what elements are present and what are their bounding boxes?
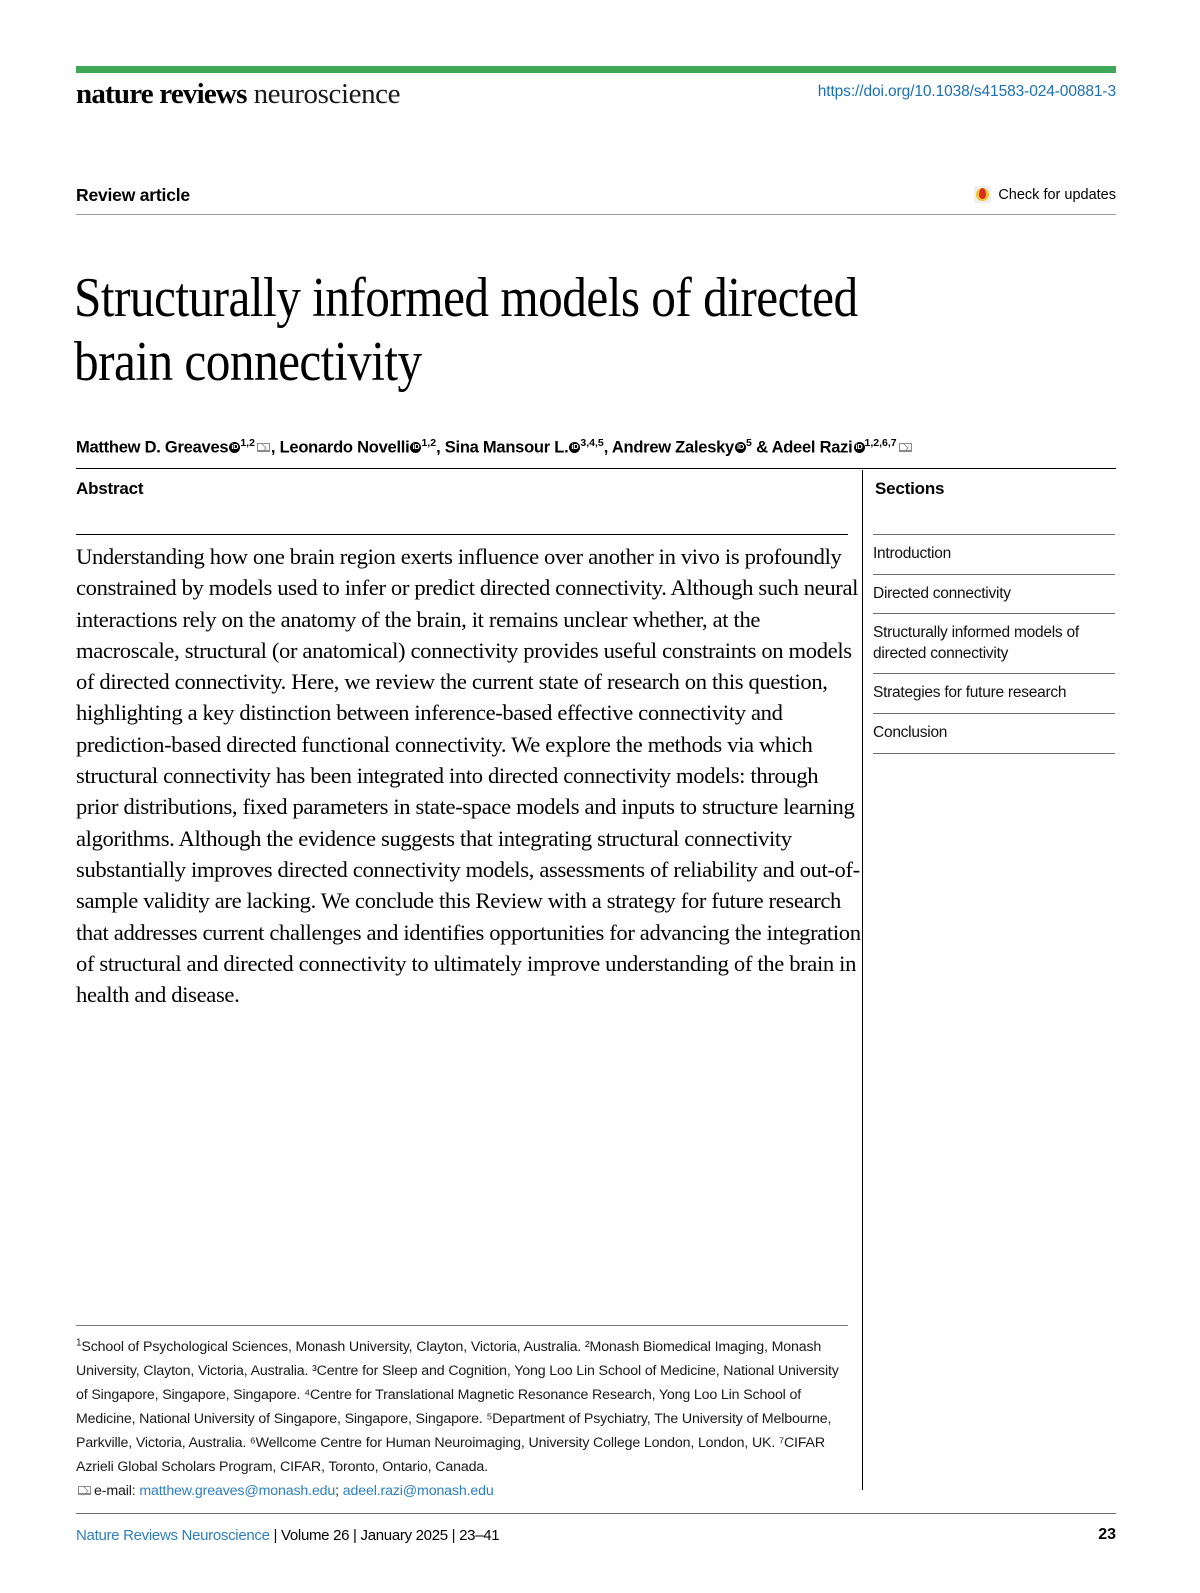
section-link-3[interactable]: Structurally informed models of directed connectivity [873, 613, 1115, 673]
affiliations-divider [76, 1325, 848, 1326]
page-title: Structurally informed models of directed brain connectivity [74, 266, 858, 394]
section-link-5[interactable]: Conclusion [873, 713, 1115, 754]
doi-link[interactable]: https://doi.org/10.1038/s41583-024-00881-3 [817, 83, 1116, 100]
author-affiliation-marker: 1,2,6,7 [864, 437, 897, 449]
author-name: Andrew Zalesky [611, 438, 734, 457]
page-number: 23 [1098, 1526, 1116, 1543]
author-affiliation-marker: 5 [745, 437, 752, 449]
envelope-icon[interactable] [899, 443, 912, 452]
brand-accent-bar [76, 66, 1116, 73]
email-link-1[interactable]: matthew.greaves@monash.edu [139, 1482, 336, 1499]
email-separator: ; [335, 1482, 343, 1499]
author-affiliation-marker: 1,2 [421, 437, 437, 449]
sections-list [873, 534, 1115, 754]
orcid-icon[interactable] [410, 442, 421, 453]
author-name: Matthew D. Greaves [76, 438, 229, 457]
envelope-icon [78, 1486, 91, 1495]
author-list [76, 437, 1076, 458]
author-name: Leonardo Novelli [279, 438, 410, 457]
email-link-2[interactable]: adeel.razi@monash.edu [342, 1482, 494, 1499]
section-link-4[interactable]: Strategies for future research [873, 673, 1115, 713]
section-link-1[interactable]: Introduction [873, 534, 1115, 574]
author-separator: , [270, 438, 280, 457]
footer-citation [76, 1527, 499, 1544]
check-for-updates-label: Check for updates [998, 186, 1116, 203]
author-affiliation-marker: 3,4,5 [580, 437, 604, 449]
article-type-label: Review article [76, 185, 190, 205]
check-for-updates-badge[interactable] [974, 186, 1116, 203]
abstract-heading: Abstract [76, 479, 144, 498]
footer-divider [76, 1513, 1116, 1514]
author-separator: , [603, 438, 612, 457]
author-name: Sina Mansour L. [444, 438, 569, 457]
affiliations-block [76, 1331, 854, 1503]
footer-journal-name[interactable]: Nature Reviews Neuroscience [76, 1527, 270, 1544]
orcid-icon[interactable] [569, 442, 580, 453]
abstract-text: Understanding how one brain region exerts influence over another in vivo is profoundly constrained by models used to infer or predict directed connectivity. Although such neural interactions rely on the anatomy of the brain, it remains unclear whether, at the macroscale, structural (or anatomical) connectivity provides useful constraints on models of directed connectivity. Here, we review the current state of research on this question, highlighting a key distinction between inference-based effective connectivity and prediction-based directed functional connectivity. We explore the methods via which structural connectivity has been integrated into directed connectivity models: through prior distributions, fixed parameters in state-space models and inputs to structure learning algorithms. Although the evidence suggests that integrating structural connectivity substantially improves directed connectivity models, assessments of reliability and out-of-sample validity are lacking. We conclude this Review with a strategy for future research that addresses current challenges and identifies opportunities for advancing the integration of structural and directed connectivity to ultimately improve understanding of the brain in health and disease. [76, 544, 861, 1008]
affiliation-marker-1: 1 [76, 1337, 82, 1348]
masthead-brand-light: neuroscience [253, 78, 401, 110]
orcid-icon[interactable] [735, 442, 746, 453]
affiliations-text: $^1$School of Psychological Sciences, Monash University, Clayton, Victoria, Australia. ²Monash Biomedical Imaging, Monash University, Clayton, Victoria, Australia. ³Centre for Sleep and Cognition, Yong Loo Lin School of Medicine, National University of Singapore, Singapore, Singapore. ⁴Centre for Translational Magnetic Resonance Research, Yong Loo Lin School of Medicine, National University of Singapore, Singapore, Singapore. ⁵Department of Psychiatry, The University of Melbourne, Parkville, Victoria, Australia. ⁶Wellcome Centre for Human Neuroimaging, University College London, London, UK. ⁷CIFAR Azrieli Global Scholars Program, CIFAR, Toronto, Ontario, Canada. [76, 1337, 839, 1475]
masthead-brand-bold: nature reviews [76, 78, 247, 110]
envelope-icon[interactable] [257, 443, 270, 452]
author-affiliation-marker: 1,2 [240, 437, 255, 449]
sections-heading: Sections [875, 479, 945, 498]
author-divider [76, 468, 1116, 469]
author-separator: & [751, 438, 772, 457]
orcid-icon[interactable] [854, 442, 865, 453]
column-divider [862, 470, 863, 1490]
footer-volume-info: | Volume 26 | January 2025 | 23–41 [269, 1527, 500, 1544]
header-divider [76, 214, 1116, 215]
email-label: e-mail: [94, 1482, 136, 1499]
author-separator: , [436, 438, 445, 457]
crossmark-icon [974, 186, 991, 203]
corresponding-email-line [76, 1479, 854, 1503]
section-link-2[interactable]: Directed connectivity [873, 574, 1115, 614]
abstract-divider [76, 534, 848, 535]
journal-masthead [76, 78, 400, 114]
orcid-icon[interactable] [229, 442, 240, 453]
author-name: Adeel Razi [771, 438, 853, 457]
